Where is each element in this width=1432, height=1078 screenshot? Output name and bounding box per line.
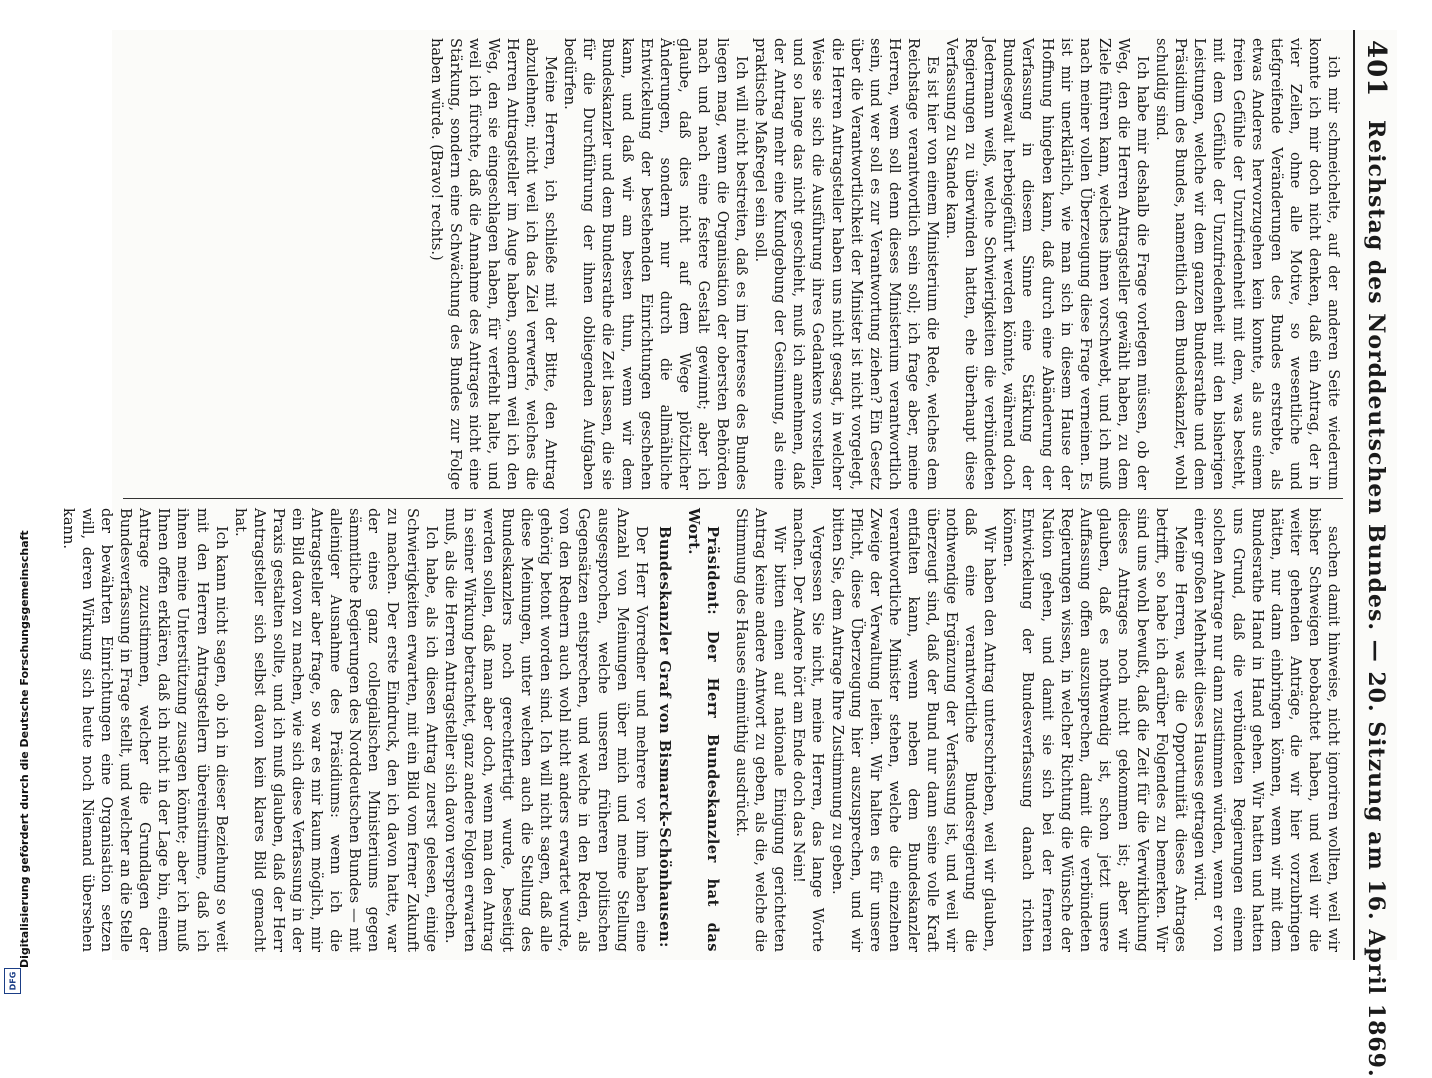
paragraph: Wir bitten einen auf nationale Einigung gerichteten Antrag keine andere Antwort zu geben, als die, welche die Stimmung des Hauses einmüthig ausdrückt. (733, 508, 789, 952)
paragraph: Der Herr Vorredner und mehrere vor ihm haben eine Anzahl von Meinungen über mich und meine Stellung ausgesprochen, welche unseren früheren politischen Gegensätzen entsprechen, und welche in den Reden, als von den Rednern auch wohl nicht anders erwartet wurde, gehörig betont worden sind. Ich will nicht sagen, daß alle diese Meinungen, unter welchen auch die Stellung des Bundeskanzlers noch gerechtfertigt wurde, beseitigt werden sollen, daß man aber doch, wenn man den Antrag in seiner Wirkung betrachtet, ganz andere Folgen erwarten muß, als die Herren Antragsteller sich davon versprechen. (441, 508, 650, 952)
paragraph: Ich will nicht bestreiten, daß es im Interesse des Bundes liegen mag, wenn die Organisation der obersten Behörden nach und nach eine festere Gestalt gewinnt; aber ich glaube, daß dies nicht auf dem Wege plötzlicher Änderungen, sondern nur durch die allmähliche Entwickelung der bestehenden Einrichtungen geschehen kann, und daß wir am besten thun, wenn wir dem Bundeskanzler und dem Bundesrathe die Zeit lassen, die sie für die Durchführung der ihnen obliegenden Aufgaben bedürfen. (561, 38, 751, 490)
paragraph: Ich kann nicht sagen, ob ich in dieser Beziehung so weit mit den Herren Antragstellern übereinstimme, daß ich ihnen meine Unterstützung zusagen könnte; aber ich muß Ihnen offen erklären, daß ich nicht in der Lage bin, einem Antrage zuzustimmen, welcher die Grundlagen der Bundesverfassung in Frage stellt, und welcher an die Stelle der bewährten Einrichtungen eine Organisation setzen will, deren Wirkung sich heute noch Niemand übersehen kann. (59, 508, 230, 952)
dfg-logo-icon (4, 968, 21, 994)
paragraph: sachen damit hinweise, nicht ignoriren wollten, weil wir bisher Schweigen beobachtet haben, und weil wir die weiter gehenden Anträge, die wir hier vorzubringen hätten, nur dann einbringen können, wenn wir mit dem Bundesrathe Hand in Hand gehen. Wir hatten und hatten uns Grund, daß die verbündeten Regierungen einem solchen Antrage nur dann zustimmen würden, wenn er von einer großen Mehrheit dieses Hauses getragen wird. (1191, 508, 1342, 952)
paragraph: Wir haben den Antrag unterschrieben, weil wir glauben, daß eine verantwortliche Bundesregierung die nothwendige Ergänzung der Verfassung ist, und weil wir überzeugt sind, daß der Bund nur dann seine volle Kraft entfalten kann, wenn neben dem Bundeskanzler verantwortliche Minister stehen, welche die einzelnen Zweige der Verwaltung leiten. Wir halten es für unsere Pflicht, diese Überzeugung hier auszusprechen, und wir bitten Sie, dem Antrage Ihre Zustimmung zu geben. (828, 508, 999, 952)
paragraph: ich mir schmeichelte, auf der anderen Seite wiederum konnte ich mir doch nicht denken, daß ein Antrag, der in vier Zeilen, ohne alle Motive, so wesentliche und tiefgreifende Veränderungen des Bundes erstrebte, als etwas Anderes hervorzugehen kein konnte, als aus einem freien Gefühle der Unzufriedenheit mit dem, was besteht, mit dem Gefühle der Unzufriedenheit mit den bisherigen Leistungen, welche wir dem ganzen Bundesrathe und dem Präsidium des Bundes, namentlich dem Bundeskanzler, wohl schuldig sind. (1153, 38, 1342, 490)
speaker-subheading: Bundeskanzler Graf von Bismarck-Schönhausen: (655, 526, 673, 948)
speaker-heading: Präsident: Der Herr Bundeskanzler hat das Wort. (684, 508, 721, 952)
newspaper-page (59, 30, 1397, 1078)
paragraph: Meine Herren, ich schließe mit der Bitte, den Antrag abzulehnen; nicht weil ich das Ziel verwerfe, welches die Herren Antragsteller im Auge haben, sondern weil ich den Weg, den sie eingeschlagen haben, für verfehlt halte, und weil ich fürchte, daß die Annahme des Antrages nicht eine Stärkung, sondern eine Schwächung des Bundes zur Folge haben würde. (Bravo! rechts.) (427, 38, 560, 490)
digitization-credit: Digitalisierung gefördert durch die Deutsche Forschungsgemeinschaft (18, 530, 31, 968)
page-number: 401 (1361, 40, 1391, 98)
paragraph: Ich habe mir deshalb die Frage vorlegen müssen, ob der Weg, den die Herren Antragsteller gewählt haben, zu dem Ziele führen kann, welches ihnen vorschwebt, und ich muß nach meiner vollen Überzeugung diese Frage verneinen. Es ist mir unerklärlich, wie man sich in diesem Hause der Hoffnung hingeben kann, daß durch eine Abänderung der Verfassung in diesem Sinne eine Stärkung der Bundesgewalt herbeigeführt werden könnte, während doch Jedermann weiß, welche Schwierigkeiten die verbündeten Regierungen zu überwinden hatten, ehe überhaupt diese Verfassung zu Stande kam. (943, 38, 1152, 490)
paragraph: Es ist hier von einem Ministerium die Rede, welches dem Reichstage verantwortlich sein soll; ich frage aber, meine Herren, wem soll denn dieses Ministerium verantwortlich sein, und wer soll es zur Verantwortung ziehen? Ein Gesetz über die Verantwortlichkeit der Minister ist nicht vorgelegt, die Herren Antragsteller haben uns nicht gesagt, in welcher Weise sie sich die Ausführung ihres Gedankens vorstellen, und so lange das nicht geschieht, muß ich annehmen, daß der Antrag mehr eine Kundgebung der Gesinnung, als eine praktische Maßregel sein soll. (752, 38, 942, 490)
page-header (1353, 30, 1397, 1078)
right-column (59, 508, 1343, 952)
left-column (123, 38, 1343, 490)
paragraph: Meine Herren, was die Opportunität dieses Antrages betrifft, so habe ich darüber Folgendes zu bemerken. Wir sind uns wohl bewußt, daß die Zeit für die Verwirklichung dieses Antrages noch nicht gekommen ist; aber wir glauben, daß es nothwendig ist, schon jetzt unsere Auffassung offen auszusprechen, damit die verbündeten Regierungen wissen, in welcher Richtung die Wünsche der Nation gehen, und damit sie sich bei der ferneren Entwickelung der Bundesverfassung danach richten können. (1000, 508, 1190, 952)
paragraph: Vergessen Sie nicht, meine Herren, das lange Worte machen. Der Andere hört am Ende doch das Nein! (790, 508, 827, 952)
paragraph: Ich habe, als ich diesen Antrag zuerst gelesen, einige Schwierigkeiten erwarten, mit ein Bild vom ferner Zukunft zu machen. Der erste Eindruck, den ich davon hatte, war der eines ganz collegialischen Ministeriums gegen sämmtliche Regierungen des Norddeutschen Bundes — mit alleiniger Ausnahme des Präsidiums: wenn ich die Antragsteller aber frage, so war es mir kaum möglich, mir ein Bild davon zu machen, wie sich diese Verfassung in der Praxis gestalten sollte, und ich muß glauben, daß der Herr Antragsteller sich selbst davon kein klares Bild gemacht hat. (231, 508, 440, 952)
digitization-credit-strip (0, 0, 31, 1000)
running-title: Reichstag des Norddeutschen Bundes. — 20. Sitzung am 16. April 1869. (1363, 120, 1389, 1078)
dfg-logo-text: DFG (8, 971, 17, 991)
column-divider (123, 498, 1343, 499)
